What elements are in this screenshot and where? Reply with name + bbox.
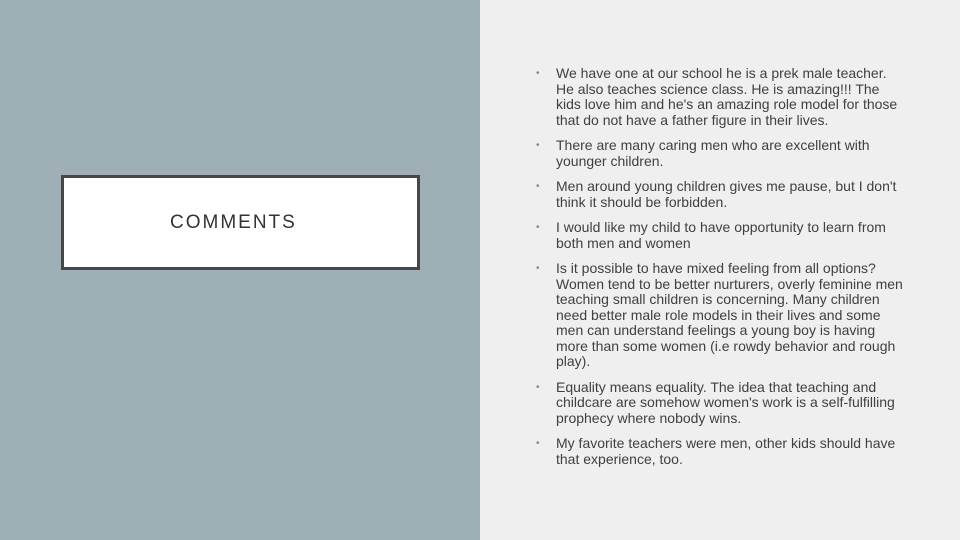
comment-text: Equality means equality. The idea that teaching and childcare are somehow women's work is a self-fulfilling prophecy where nobody wins.	[556, 378, 895, 426]
bullet-icon: •	[536, 263, 540, 274]
bullet-icon: •	[536, 438, 540, 449]
title-box	[61, 175, 420, 270]
bullet-icon: •	[536, 181, 540, 192]
bullet-icon: •	[536, 68, 540, 79]
comment-item	[536, 66, 908, 128]
bullet-icon: •	[536, 140, 540, 151]
slide-title: COMMENTS	[170, 212, 297, 233]
comment-item	[536, 261, 908, 370]
bullet-icon: •	[536, 222, 540, 233]
comment-text: There are many caring men who are excellent with younger children.	[556, 137, 870, 169]
comments-list	[536, 66, 908, 477]
comment-text: Is it possible to have mixed feeling from all options? Women tend to be better nurturers, overly feminine men teaching small children is concerning. Many children need better male role models in their lives and some men can understand feelings a young boy is having more than some women (i.e rowdy behavior and rough play).	[556, 260, 903, 369]
comment-item	[536, 220, 908, 251]
comment-text: My favorite teachers were men, other kids should have that experience, too.	[556, 435, 896, 467]
comment-text: I would like my child to have opportunity to learn from both men and women	[556, 219, 886, 251]
comment-text: We have one at our school he is a prek male teacher. He also teaches science class. He is amazing!!! The kids love him and he's an amazing role model for those that do not have a father figure in their lives.	[556, 65, 898, 128]
comment-item	[536, 436, 908, 467]
comment-item	[536, 179, 908, 210]
comment-item	[536, 138, 908, 169]
bullet-icon: •	[536, 381, 540, 393]
comment-item	[536, 380, 908, 427]
comment-text: Men around young children gives me pause, but I don't think it should be forbidden.	[556, 178, 897, 210]
